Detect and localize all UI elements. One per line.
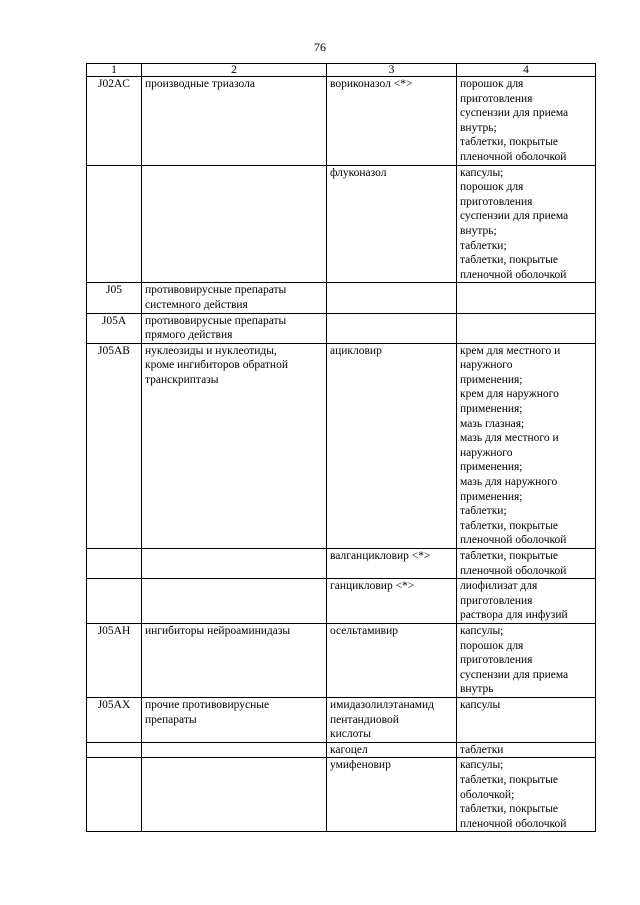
drug-name-cell: имидазолилэтанамид пентандиовой кислоты [327, 697, 457, 742]
dosage-forms-cell: капсулы; порошок для приготовления суспензии для приема внутрь [457, 623, 596, 697]
atc-code-cell [87, 549, 142, 579]
table-row [87, 623, 596, 697]
atc-code-cell: J05A [87, 313, 142, 343]
drug-name-cell: кагоцел [327, 742, 457, 758]
group-cell [142, 758, 327, 832]
drug-table [86, 63, 596, 832]
drug-name-cell: осельтамивир [327, 623, 457, 697]
drug-name-cell: вориконазол <*> [327, 77, 457, 166]
dosage-forms-cell: капсулы [457, 697, 596, 742]
group-cell: ингибиторы нейроаминидазы [142, 623, 327, 697]
atc-code-cell [87, 758, 142, 832]
atc-code-cell: J02AC [87, 77, 142, 166]
drug-name-cell: флуконазол [327, 165, 457, 283]
group-cell [142, 165, 327, 283]
dosage-forms-cell [457, 313, 596, 343]
column-header-3: 3 [327, 64, 457, 77]
dosage-forms-cell [457, 283, 596, 313]
table-row [87, 742, 596, 758]
table-row [87, 579, 596, 624]
atc-code-cell: J05AH [87, 623, 142, 697]
group-cell: производные триазола [142, 77, 327, 166]
atc-code-cell [87, 165, 142, 283]
table-row [87, 313, 596, 343]
group-cell: нуклеозиды и нуклеотиды, кроме ингибиторов обратной транскриптазы [142, 343, 327, 548]
atc-code-cell: J05 [87, 283, 142, 313]
drug-name-cell: валганцикловир <*> [327, 549, 457, 579]
drug-name-cell [327, 283, 457, 313]
dosage-forms-cell: капсулы; таблетки, покрытые оболочкой; таблетки, покрытые пленочной оболочкой [457, 758, 596, 832]
table-row [87, 758, 596, 832]
atc-code-cell: J05AB [87, 343, 142, 548]
drug-name-cell: умифеновир [327, 758, 457, 832]
atc-code-cell: J05AX [87, 697, 142, 742]
dosage-forms-cell: лиофилизат для приготовления раствора для инфузий [457, 579, 596, 624]
dosage-forms-cell: таблетки, покрытые пленочной оболочкой [457, 549, 596, 579]
dosage-forms-cell: порошок для приготовления суспензии для приема внутрь; таблетки, покрытые пленочной оболочкой [457, 77, 596, 166]
dosage-forms-cell: таблетки [457, 742, 596, 758]
column-header-4: 4 [457, 64, 596, 77]
page-number: 76 [314, 40, 326, 54]
atc-code-cell [87, 579, 142, 624]
column-header-1: 1 [87, 64, 142, 77]
table-row [87, 697, 596, 742]
drug-name-cell: ганцикловир <*> [327, 579, 457, 624]
table-row [87, 283, 596, 313]
table-row [87, 343, 596, 548]
group-cell: прочие противовирусные препараты [142, 697, 327, 742]
drug-name-cell [327, 313, 457, 343]
table-header-row [87, 64, 596, 77]
column-header-2: 2 [142, 64, 327, 77]
dosage-forms-cell: крем для местного и наружного применения; крем для наружного применения; мазь глазная; мазь для местного и наружного применения; мазь для наружного применения; таблетки; таблетки, покрытые пленочной оболочкой [457, 343, 596, 548]
group-cell: противовирусные препараты системного действия [142, 283, 327, 313]
drug-name-cell: ацикловир [327, 343, 457, 548]
dosage-forms-cell: капсулы; порошок для приготовления суспензии для приема внутрь; таблетки; таблетки, покрытые пленочной оболочкой [457, 165, 596, 283]
atc-code-cell [87, 742, 142, 758]
group-cell [142, 579, 327, 624]
group-cell: противовирусные препараты прямого действия [142, 313, 327, 343]
group-cell [142, 742, 327, 758]
table-row [87, 77, 596, 166]
group-cell [142, 549, 327, 579]
table-row [87, 549, 596, 579]
table-row [87, 165, 596, 283]
